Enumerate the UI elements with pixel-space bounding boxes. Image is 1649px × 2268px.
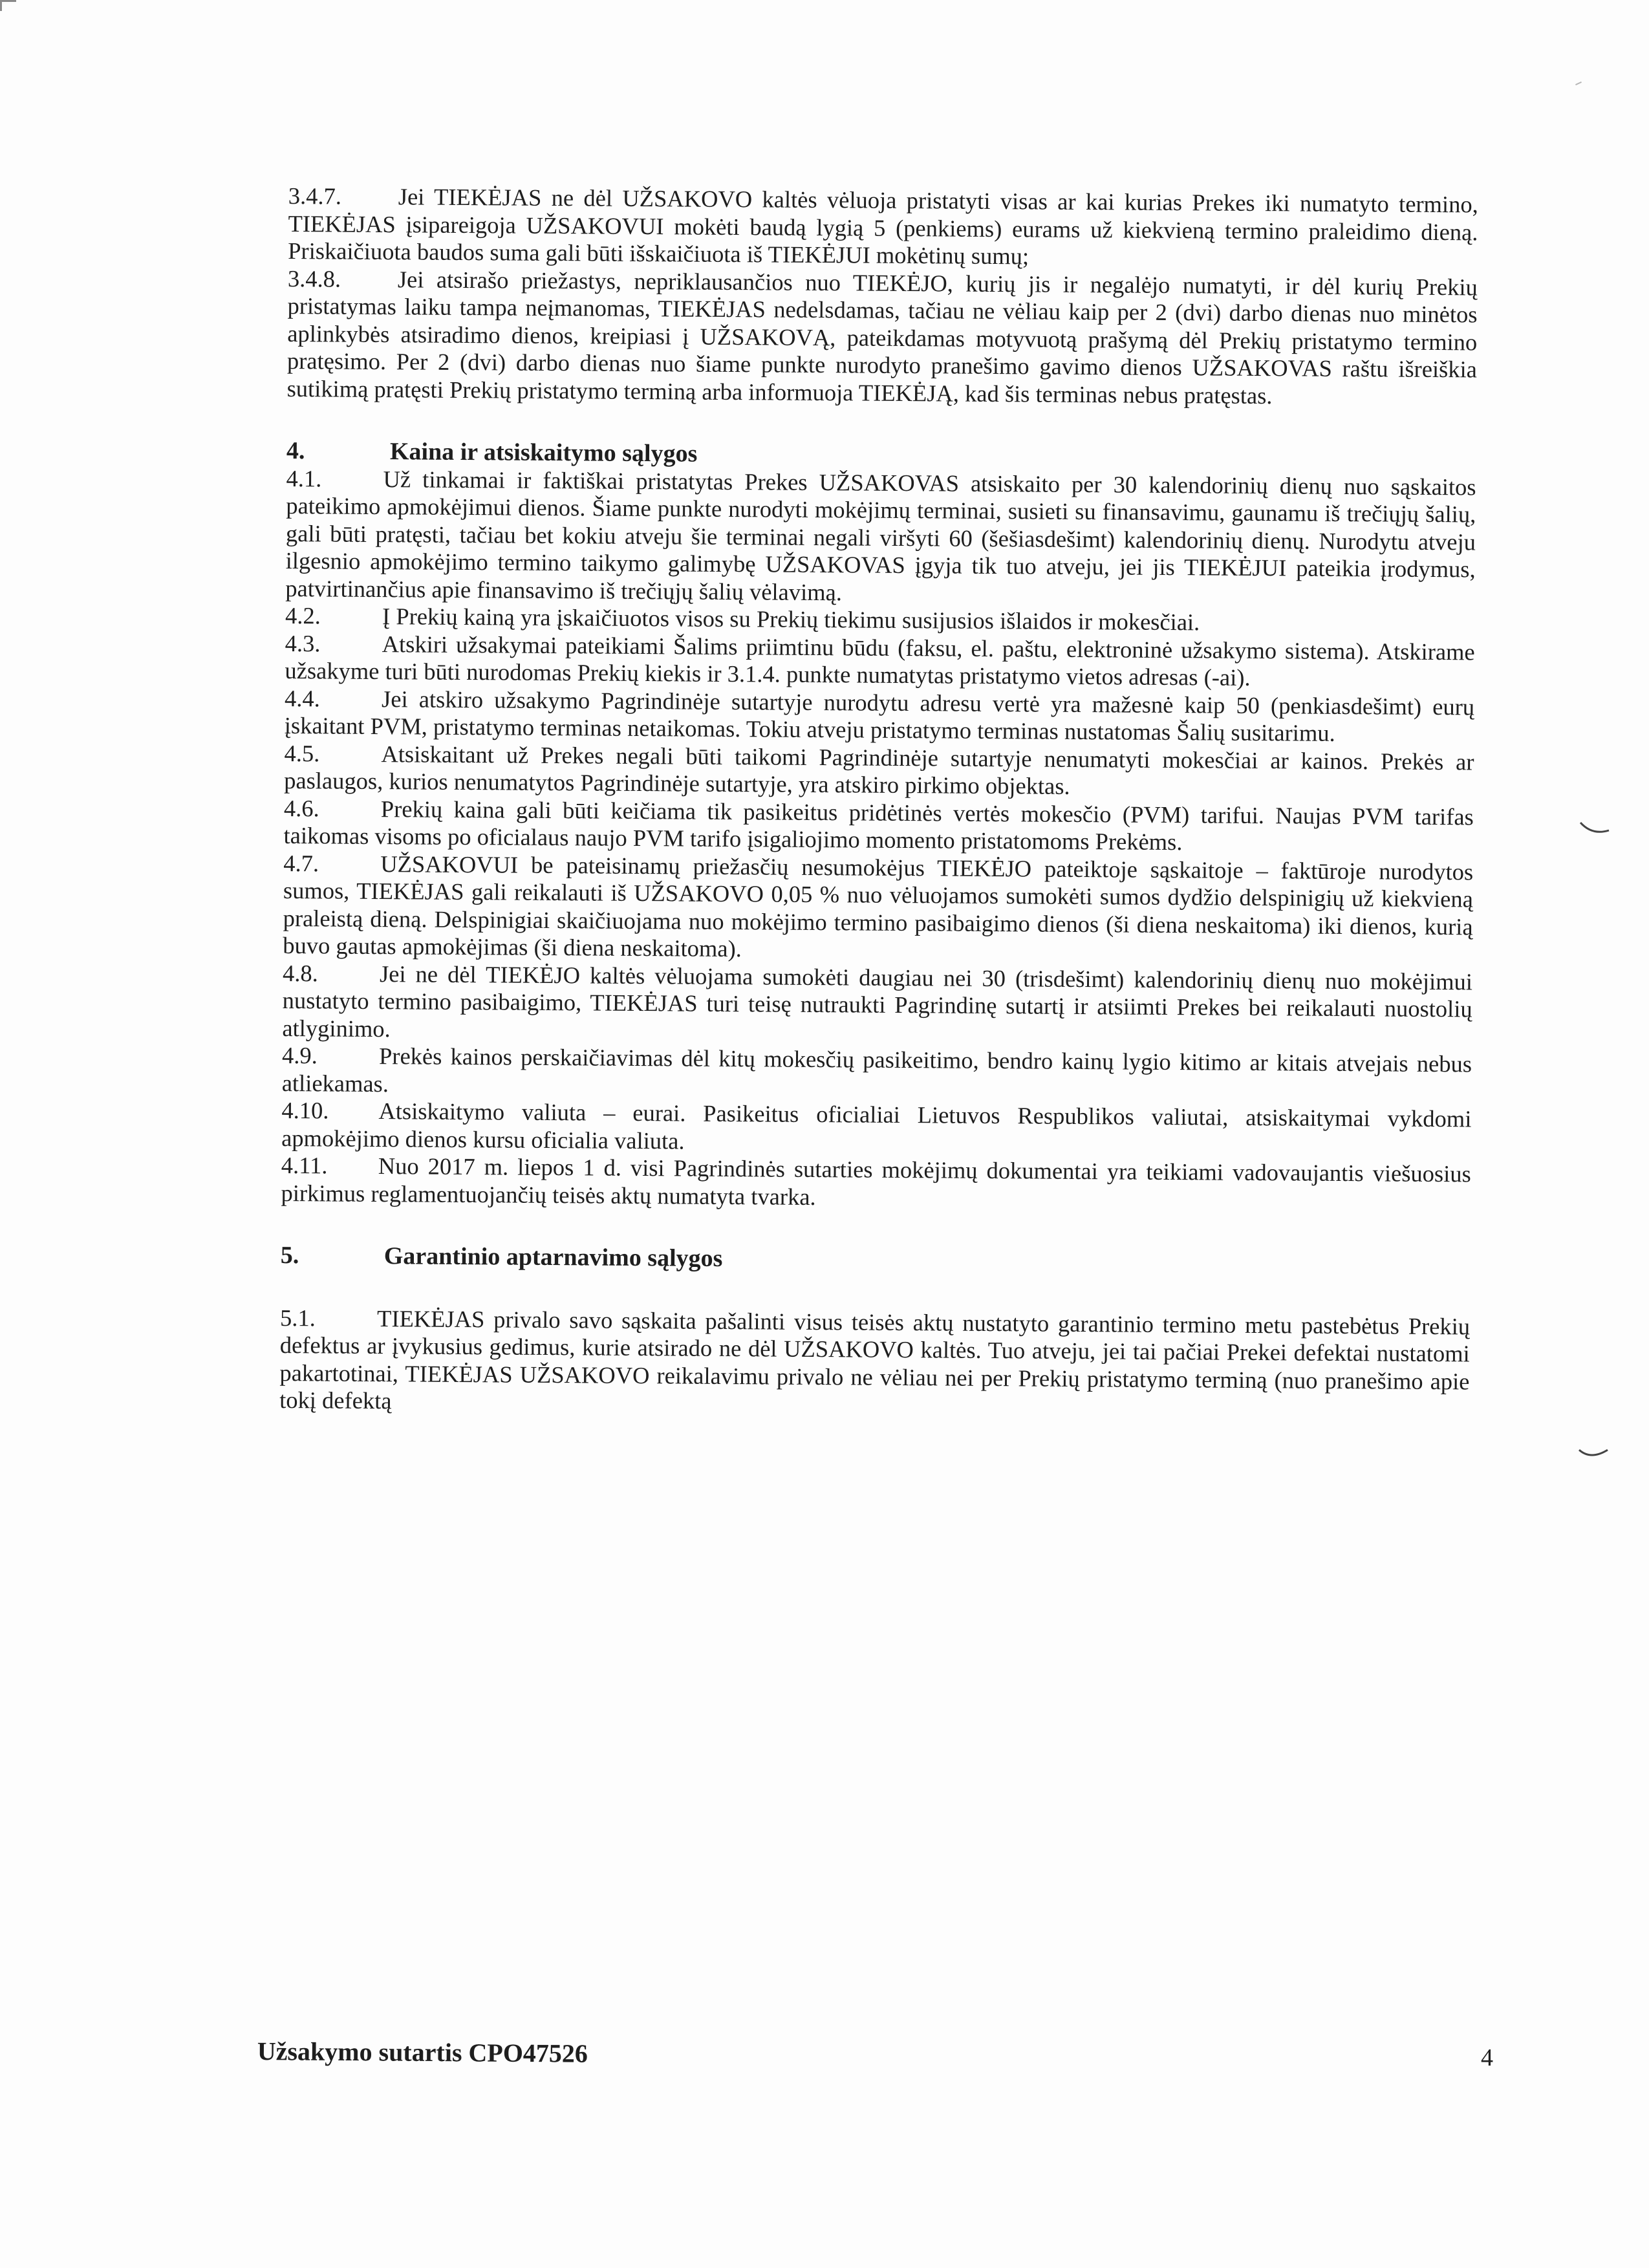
clause-text: Atsiskaitant už Prekes negali būti taikomi Pagrindinėje sutartyje nenumatyti mokesčiai ar kainos. Prekės ar paslaugos, kurios nenumatytos Pagrindinėje sutartyje, yra atskiro pirkimo objektas. xyxy=(284,740,1474,799)
clause-3-4-8 xyxy=(287,265,1478,411)
clause-4-11 xyxy=(281,1152,1471,1215)
clause-4-3 xyxy=(285,629,1475,693)
clause-4-8 xyxy=(282,959,1472,1050)
clause-number: 3.4.7. xyxy=(288,182,342,210)
clause-text: UŽSAKOVUI be pateisinamų priežasčių nesumokėjus TIEKĖJO pateiktoje sąskaitoje – faktūroje nurodytos sumos, TIEKĖJAS gali reikalauti iš UŽSAKOVO 0,05 % nuo vėluojamos sumokėti sumos dydžio delspinigių už kiekvieną praleistą dieną. Delspinigiai skaičiuojama nuo mokėjimo termino pasibaigimo dienos (ši diena neskaitoma) iki dienos, kurią buvo gautas apmokėjimas (ši diena neskaitoma). xyxy=(283,850,1474,962)
clause-number: 4.9. xyxy=(281,1041,318,1069)
clause-number: 4.5. xyxy=(284,739,320,766)
clause-number: 4.11. xyxy=(281,1151,328,1179)
clause-4-4 xyxy=(285,684,1475,748)
page-number: 4 xyxy=(1481,2044,1493,2071)
section-number: 5. xyxy=(280,1241,299,1269)
clause-4-1 xyxy=(285,464,1476,610)
clause-number: 4.10. xyxy=(281,1096,329,1124)
section-number: 4. xyxy=(286,437,305,465)
clause-text: Prekės kainos perskaičiavimas dėl kitų mokesčių pasikeitimo, bendro kainų lygio kitimo ar kitais atvejais nebus atliekamas. xyxy=(281,1042,1472,1097)
clause-text: Jei atsirašo priežastys, nepriklausančios nuo TIEKĖJO, kurių jis ir negalėjo numatyti, ir dėl kurių Prekių pristatymas laiku tampa neįmanomas, TIEKĖJAS nedelsdamas, tačiau ne vėliau kaip per 2 (dvi) darbo dienas nuo minėtos aplinkybės atsiradimo dienos, kreipiasi į UŽSAKOVĄ, pateikdamas motyvuotą prašymą dėl Prekių pristatymo termino pratęsimo. Per 2 (dvi) darbo dienas nuo šiame punkte nurodyto pranešimo gavimo dienos UŽSAKOVAS raštu išreiškia sutikimą pratęsti Prekių pristatymo terminą arba informuoja TIEKĖJĄ, kad šis terminas nebus pratęstas. xyxy=(286,265,1478,409)
clause-text: TIEKĖJAS privalo savo sąskaita pašalinti visus teisės aktų nustatyto garantinio termino metu pastebėtus Prekių defektus ar įvykusius gedimus, kurie atsirado ne dėl UŽSAKOVO kaltės. Tuo atveju, jei tai pačiai Prekei defektai nustatomi pakartotinai, TIEKĖJAS UŽSAKOVO reikalavimu privalo ne vėliau nei per Prekių pristatymo terminą (nuo pranešimo apie tokį defektą xyxy=(279,1304,1471,1414)
clause-number: 4.4. xyxy=(285,684,321,711)
clause-number: 4.6. xyxy=(283,794,319,821)
clause-number: 3.4.8. xyxy=(287,265,341,292)
clause-text: Jei TIEKĖJAS ne dėl UŽSAKOVO kaltės vėluoja pristatyti visas ar kai kurias Prekes iki numatyto termino, TIEKĖJAS įsipareigoja UŽSAKOVUI mokėti baudą lygią 5 (penkiems) eurams už kiekvieną termino praleidimo dieną. Priskaičiuota baudos suma gali būti išskaičiuota iš TIEKĖJUI mokėtinų sumų; xyxy=(288,183,1478,270)
clause-number: 4.2. xyxy=(285,601,321,629)
clause-text: Atskiri užsakymai pateikiami Šalims priimtinu būdu (faksu, el. paštu, elektroninė užsakymo sistema). Atskirame užsakyme turi būti nurodomas Prekių kiekis ir 3.1.4. punkte numatytas pristatymo vietos adresas (-ai). xyxy=(285,630,1475,691)
clause-text: Jei atskiro užsakymo Pagrindinėje sutartyje nurodytu adresu vertė yra mažesnė kaip 50 (penkiasdešimt) eurų įskaitant PVM, pristatymo terminas netaikomas. Tokiu atveju pristatymo terminas nustatomas Šalių susitarimu. xyxy=(284,685,1475,746)
clause-number: 5.1. xyxy=(279,1304,316,1331)
margin-pen-mark-icon xyxy=(1578,1441,1617,1467)
clause-number: 4.3. xyxy=(285,629,321,656)
scan-corner-mark xyxy=(0,0,16,11)
clause-4-5 xyxy=(284,739,1474,803)
scan-speck xyxy=(1575,81,1582,85)
section-title: Kaina ir atsiskaitymo sąlygos xyxy=(389,438,698,468)
clause-4-10 xyxy=(281,1097,1472,1160)
clause-text: Atsiskaitymo valiuta – eurai. Pasikeitus oficialiai Lietuvos Respublikos valiutai, atsiskaitymai vykdomi apmokėjimo dienos kursu oficialia valiuta. xyxy=(281,1097,1472,1154)
clause-text: Į Prekių kainą yra įskaičiuotos visos su Prekių tiekimu susijusios išlaidos ir mokesčiai. xyxy=(382,603,1200,636)
clause-4-7 xyxy=(283,849,1473,967)
clause-4-6 xyxy=(283,794,1474,858)
section-title: Garantinio aptarnavimo sąlygos xyxy=(383,1242,723,1272)
clause-5-1 xyxy=(279,1304,1470,1422)
clause-number: 4.7. xyxy=(283,849,319,876)
clause-text: Už tinkamai ir faktiškai pristatytas Prekes UŽSAKOVAS atsiskaito per 30 kalendorinių dienų nuo sąskaitos pateikimo apmokėjimui dienos. Šiame punkte nurodyti mokėjimų terminai, susieti su finansavimu, gaunamu iš trečiųjų šalių, gali būti pratęsti, tačiau bet kokiu atveju šie terminai negali viršyti 60 (šešiasdešimt) kalendorinių dienų. Nurodytu atveju ilgesnio apmokėjimo termino taikymo galimybę UŽSAKOVAS įgyja tik tuo atveju, jei jis TIEKĖJUI pateikia įrodymus, patvirtinančius apie finansavimo iš trečiųjų šalių vėlavimą. xyxy=(285,465,1476,605)
clause-text: Prekių kaina gali būti keičiama tik pasikeitus pridėtinės vertės mokesčio (PVM) tarifui. Naujas PVM tarifas taikomas visoms po oficialaus naujo PVM tarifo įsigaliojimo momento pristatomoms Prekėms. xyxy=(283,795,1474,856)
footer-contract-label: Užsakymo sutartis CPO47526 xyxy=(257,2036,588,2068)
clause-4-9 xyxy=(282,1042,1472,1105)
clause-3-4-7 xyxy=(288,182,1478,274)
margin-pen-mark-icon xyxy=(1578,816,1617,842)
clause-number: 4.8. xyxy=(282,959,318,986)
clause-text: Nuo 2017 m. liepos 1 d. visi Pagrindinės sutarties mokėjimų dokumentai yra teikiami vadovaujantis viešuosius pirkimus reglamentuojančių teisės aktų numatyta tvarka. xyxy=(281,1152,1471,1210)
clause-number: 4.1. xyxy=(286,464,322,491)
clause-text: Jei ne dėl TIEKĖJO kaltės vėluojama sumokėti daugiau nei 30 (trisdešimt) kalendorinių dienų nuo mokėjimui nustatyto termino pasibaigimo, TIEKĖJAS turi teisę nutraukti Pagrindinę sutartį ir atsiimti Prekes bei reikalauti nuostolių atlyginimo. xyxy=(282,960,1473,1042)
document-body xyxy=(279,182,1478,1423)
